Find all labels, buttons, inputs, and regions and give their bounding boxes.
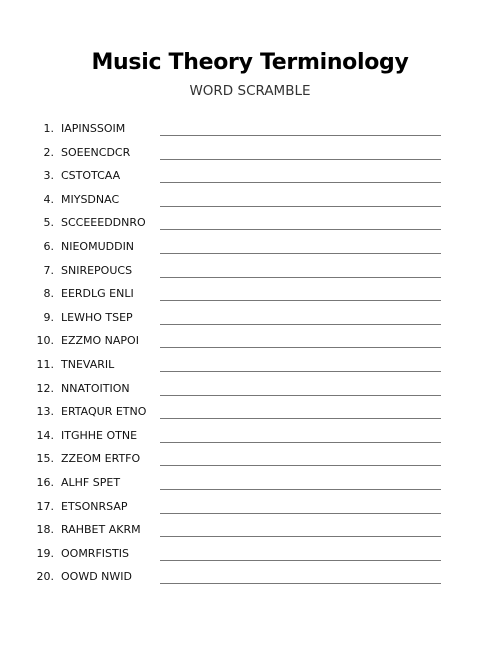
list-item (0, 307, 500, 331)
answer-line[interactable] (160, 489, 441, 490)
scrambled-word: ETSONRSAP (61, 499, 128, 513)
item-number: 6. (43, 239, 54, 253)
answer-line[interactable] (160, 159, 441, 160)
item-number: 4. (43, 192, 54, 206)
scrambled-word: TNEVARIL (61, 357, 115, 371)
list-item (0, 330, 500, 354)
scrambled-word: MIYSDNAC (61, 192, 120, 206)
answer-line[interactable] (160, 253, 441, 254)
item-number: 15. (36, 452, 54, 466)
list-item (0, 566, 500, 590)
answer-line[interactable] (160, 277, 441, 278)
scrambled-word: EERDLG ENLI (61, 287, 134, 301)
answer-line[interactable] (160, 465, 441, 466)
scrambled-word: ZZEOM ERTFO (61, 452, 141, 466)
item-number: 7. (43, 263, 54, 277)
item-number: 10. (36, 334, 54, 348)
answer-line[interactable] (160, 300, 441, 301)
item-number: 2. (43, 145, 54, 159)
list-item (0, 283, 500, 307)
answer-line[interactable] (160, 442, 441, 443)
scrambled-word: CSTOTCAA (61, 169, 121, 183)
item-number: 1. (43, 122, 54, 135)
list-item (0, 425, 500, 449)
item-number: 19. (36, 546, 54, 560)
scrambled-word: OOMRFISTIS (61, 546, 129, 560)
item-number: 18. (36, 523, 54, 537)
answer-line[interactable] (160, 536, 441, 537)
answer-line[interactable] (160, 560, 441, 561)
answer-line[interactable] (160, 371, 441, 372)
item-number: 20. (36, 570, 54, 584)
scrambled-word: ITGHHE OTNE (61, 428, 138, 442)
item-number: 12. (36, 381, 54, 395)
scrambled-word: OOWD NWID (61, 570, 132, 584)
scrambled-word: NNATOITION (61, 381, 130, 395)
list-item (0, 496, 500, 520)
item-number: 16. (36, 475, 54, 489)
answer-line[interactable] (160, 206, 441, 207)
answer-line[interactable] (160, 135, 441, 136)
list-item (0, 448, 500, 472)
list-item (0, 519, 500, 543)
answer-line[interactable] (160, 513, 441, 514)
scrambled-word: EZZMO NAPOI (61, 334, 139, 348)
scrambled-word: ALHF SPET (61, 475, 121, 489)
list-item (0, 142, 500, 166)
list-item (0, 543, 500, 567)
scrambled-word: SCCEEEDDNRO (61, 216, 146, 230)
item-number: 9. (43, 310, 54, 324)
list-item (0, 401, 500, 425)
scrambled-word: NIEOMUDDIN (61, 239, 135, 253)
item-number: 14. (36, 428, 54, 442)
list-item (0, 236, 500, 260)
answer-line[interactable] (160, 324, 441, 325)
scrambled-word: RAHBET AKRM (61, 523, 141, 537)
scrambled-word: IAPINSSOIM (61, 122, 126, 135)
list-item (0, 118, 500, 142)
page-subtitle: WORD SCRAMBLE (189, 83, 311, 99)
list-item (0, 378, 500, 402)
answer-line[interactable] (160, 182, 441, 183)
answer-line[interactable] (160, 347, 441, 348)
item-number: 3. (43, 169, 54, 183)
answer-line[interactable] (160, 583, 441, 584)
page-title: Music Theory Terminology (91, 50, 409, 75)
item-number: 8. (43, 287, 54, 301)
scramble-list (0, 118, 500, 590)
list-item (0, 472, 500, 496)
answer-line[interactable] (160, 418, 441, 419)
answer-line[interactable] (160, 395, 441, 396)
scrambled-word: SOEENCDCR (61, 145, 131, 159)
list-item (0, 260, 500, 284)
list-item (0, 354, 500, 378)
item-number: 5. (43, 216, 54, 230)
item-number: 11. (36, 357, 54, 371)
list-item (0, 212, 500, 236)
answer-line[interactable] (160, 229, 441, 230)
scrambled-word: LEWHO TSEP (61, 310, 133, 324)
scrambled-word: ERTAQUR ETNO (61, 405, 147, 419)
item-number: 17. (36, 499, 54, 513)
list-item (0, 189, 500, 213)
scrambled-word: SNIREPOUCS (61, 263, 133, 277)
list-item (0, 165, 500, 189)
item-number: 13. (36, 405, 54, 419)
